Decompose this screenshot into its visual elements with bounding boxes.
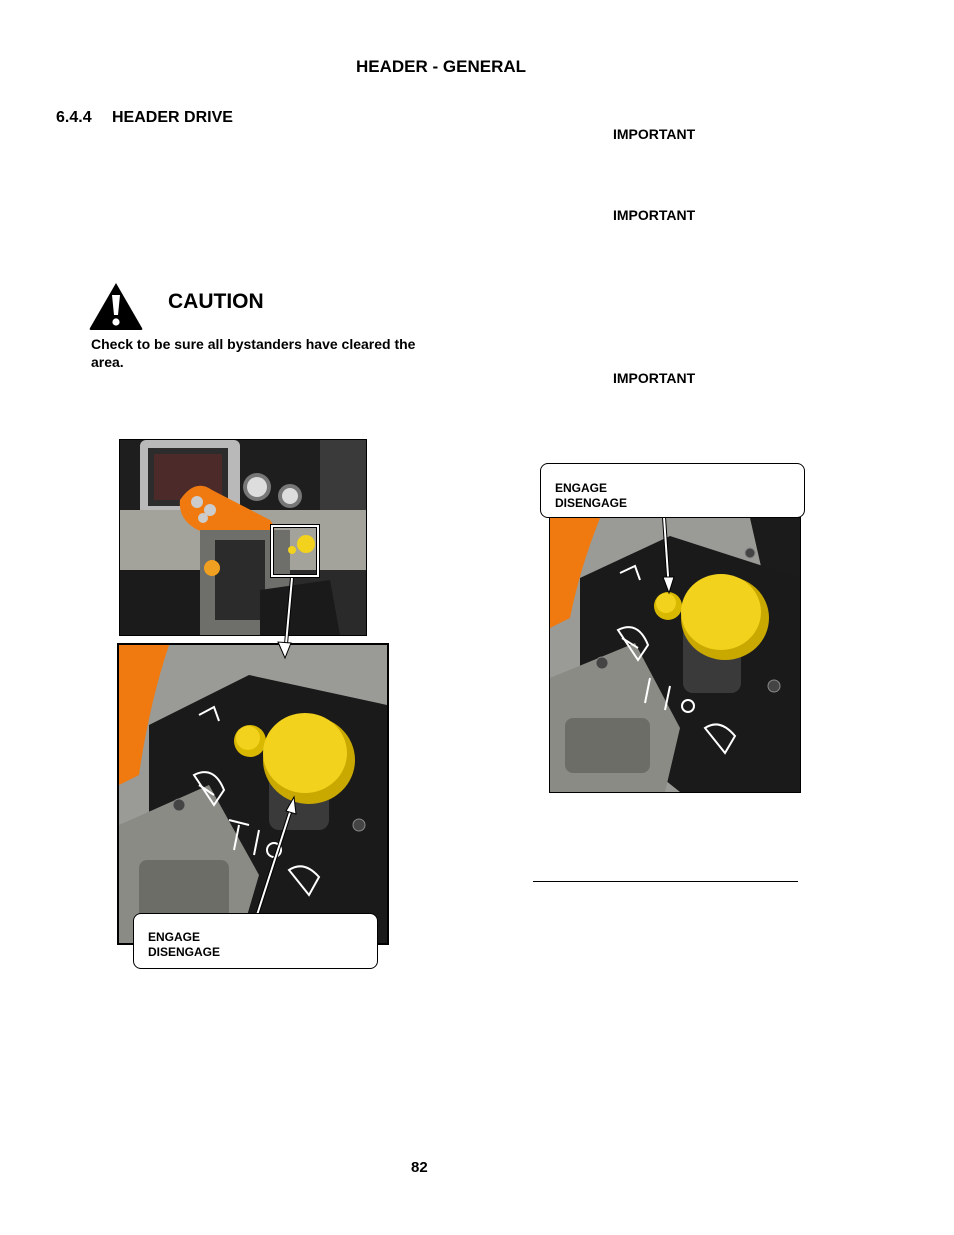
caution-title: CAUTION bbox=[168, 290, 264, 313]
page-number: 82 bbox=[411, 1159, 428, 1176]
cab-overview-photo bbox=[119, 439, 367, 636]
warning-triangle-icon bbox=[88, 281, 144, 331]
page-header: HEADER - GENERAL bbox=[356, 57, 527, 76]
callout-disengage-label: DISENGAGE bbox=[555, 496, 628, 510]
section-title-text: HEADER DRIVE bbox=[112, 109, 233, 126]
callout-engage-label: ENGAGE bbox=[555, 481, 608, 495]
engage-disengage-callout-right bbox=[540, 463, 805, 518]
leader-line-overview bbox=[250, 560, 310, 660]
callout-disengage-label: DISENGAGE bbox=[148, 945, 221, 959]
important-label-3: IMPORTANT bbox=[613, 370, 696, 386]
horizontal-rule bbox=[533, 881, 798, 882]
caution-text: Check to be sure all bystanders have cleared the area. bbox=[91, 336, 416, 370]
leader-line-left bbox=[245, 795, 305, 920]
callout-engage-label: ENGAGE bbox=[148, 930, 201, 944]
engage-disengage-callout-left bbox=[133, 913, 378, 969]
leader-line-right bbox=[655, 515, 685, 595]
section-number: 6.4.4 bbox=[56, 109, 92, 126]
important-label-2: IMPORTANT bbox=[613, 207, 696, 223]
section-title bbox=[56, 109, 233, 127]
important-label-1: IMPORTANT bbox=[613, 126, 696, 142]
